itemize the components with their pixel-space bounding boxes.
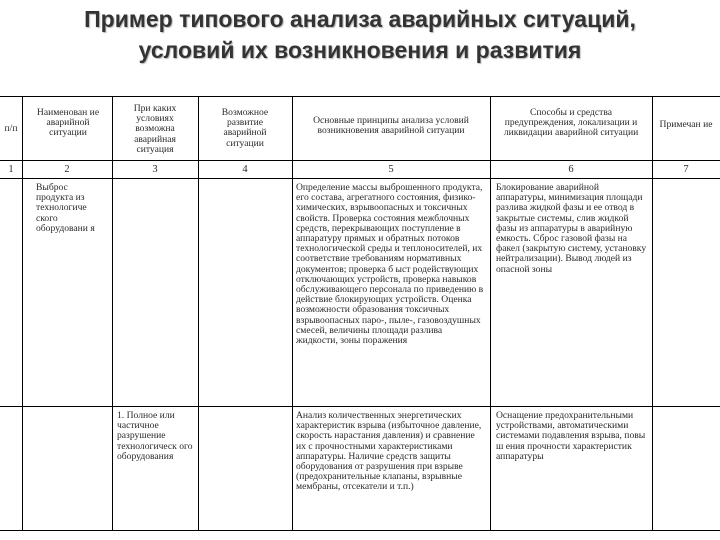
column-number: 1 [8, 165, 14, 175]
row2-prevention: Оснащение предохранительными устройствами, автоматическими системами подавления взрыва, повы ш ения прочности характеристик аппаратуры [496, 411, 646, 462]
table-bottom-border [0, 530, 720, 531]
column-number: 4 [242, 165, 248, 175]
row-divider [0, 406, 720, 407]
row1-analysis: Определение массы выброшенного продукта, его состава, агрегатного состояния, физико-химических, взрывоопасных и токсичных свойств. Проверка состояния межблочных средств, перекрывающих поступление в аппаратуру прямых и обратных потоков технологической среды и теплоносителей, их соответствие требованиям нормативных документов; проверка б ыст родействующих отключающих устройств, проверка навыков обслуживающего персонала по приведению в действие блокирующих устройств. Оценка возможности образования токсичных взрывоопасных паро-, пыле-, газовоздушных смесей, величины площади разлива жидкости, зоны поражения [296, 183, 484, 347]
row2-analysis: Анализ количественных энергетических характеристик взрыва (избыточное давление, скорость нарастания давления) и сравнение их с прочностными характеристиками аппаратуры. Наличие средств защиты оборудования от разрушения при взрыве (предохранительные клапаны, взрывные мембраны, отсекатели и т.п.) [296, 411, 482, 493]
header-conditions: При каких условиях возможна аварийная ситуация [133, 104, 177, 155]
header-note: Примечан ие [659, 120, 713, 130]
header-situation-name: Наименован ие аварийной ситуации [36, 108, 100, 139]
header-number: п/п [4, 124, 18, 134]
column-divider [490, 96, 491, 530]
page-title [0, 4, 720, 66]
header-prevention-means: Способы и средства предупреждения, локализации и ликвидации аварийной ситуации [503, 108, 639, 139]
column-number: 2 [64, 165, 70, 175]
column-number: 7 [683, 165, 689, 175]
column-divider [22, 96, 23, 530]
header-development: Возможное развитие аварийной ситуации [221, 108, 269, 149]
table-top-border [0, 96, 720, 97]
header-analysis-principles: Основные принципы анализа условий возникновения аварийной ситуации [313, 116, 469, 137]
row1-situation-name: Выброс продукта из технологиче ского оборудовани я [36, 183, 95, 234]
column-number: 5 [388, 165, 394, 175]
row1-prevention: Блокирование аварийной аппаратуры, минимизация площади разлива жидкой фазы и ее отвод в закрытые системы, слив жидкой фазы из аппаратуры в аварийную емкость. Сброс газовой фазы на факел (закрытую систему, установку нейтрализации). Вывод людей из опасной зоны [496, 183, 647, 275]
column-divider [292, 96, 293, 530]
column-divider [652, 96, 653, 530]
column-number: 6 [568, 165, 574, 175]
column-divider [198, 96, 199, 530]
numbers-row-bottom-border [0, 178, 720, 179]
column-number: 3 [152, 165, 158, 175]
row2-conditions: 1. Полное или частичное разрушение технологическ ого оборудования [117, 411, 193, 462]
header-bottom-border [0, 160, 720, 161]
title-line-2: условий их возникновения и развития [138, 37, 582, 63]
column-divider [112, 96, 113, 530]
title-line-1: Пример типового анализа аварийных ситуаций, [84, 6, 636, 32]
